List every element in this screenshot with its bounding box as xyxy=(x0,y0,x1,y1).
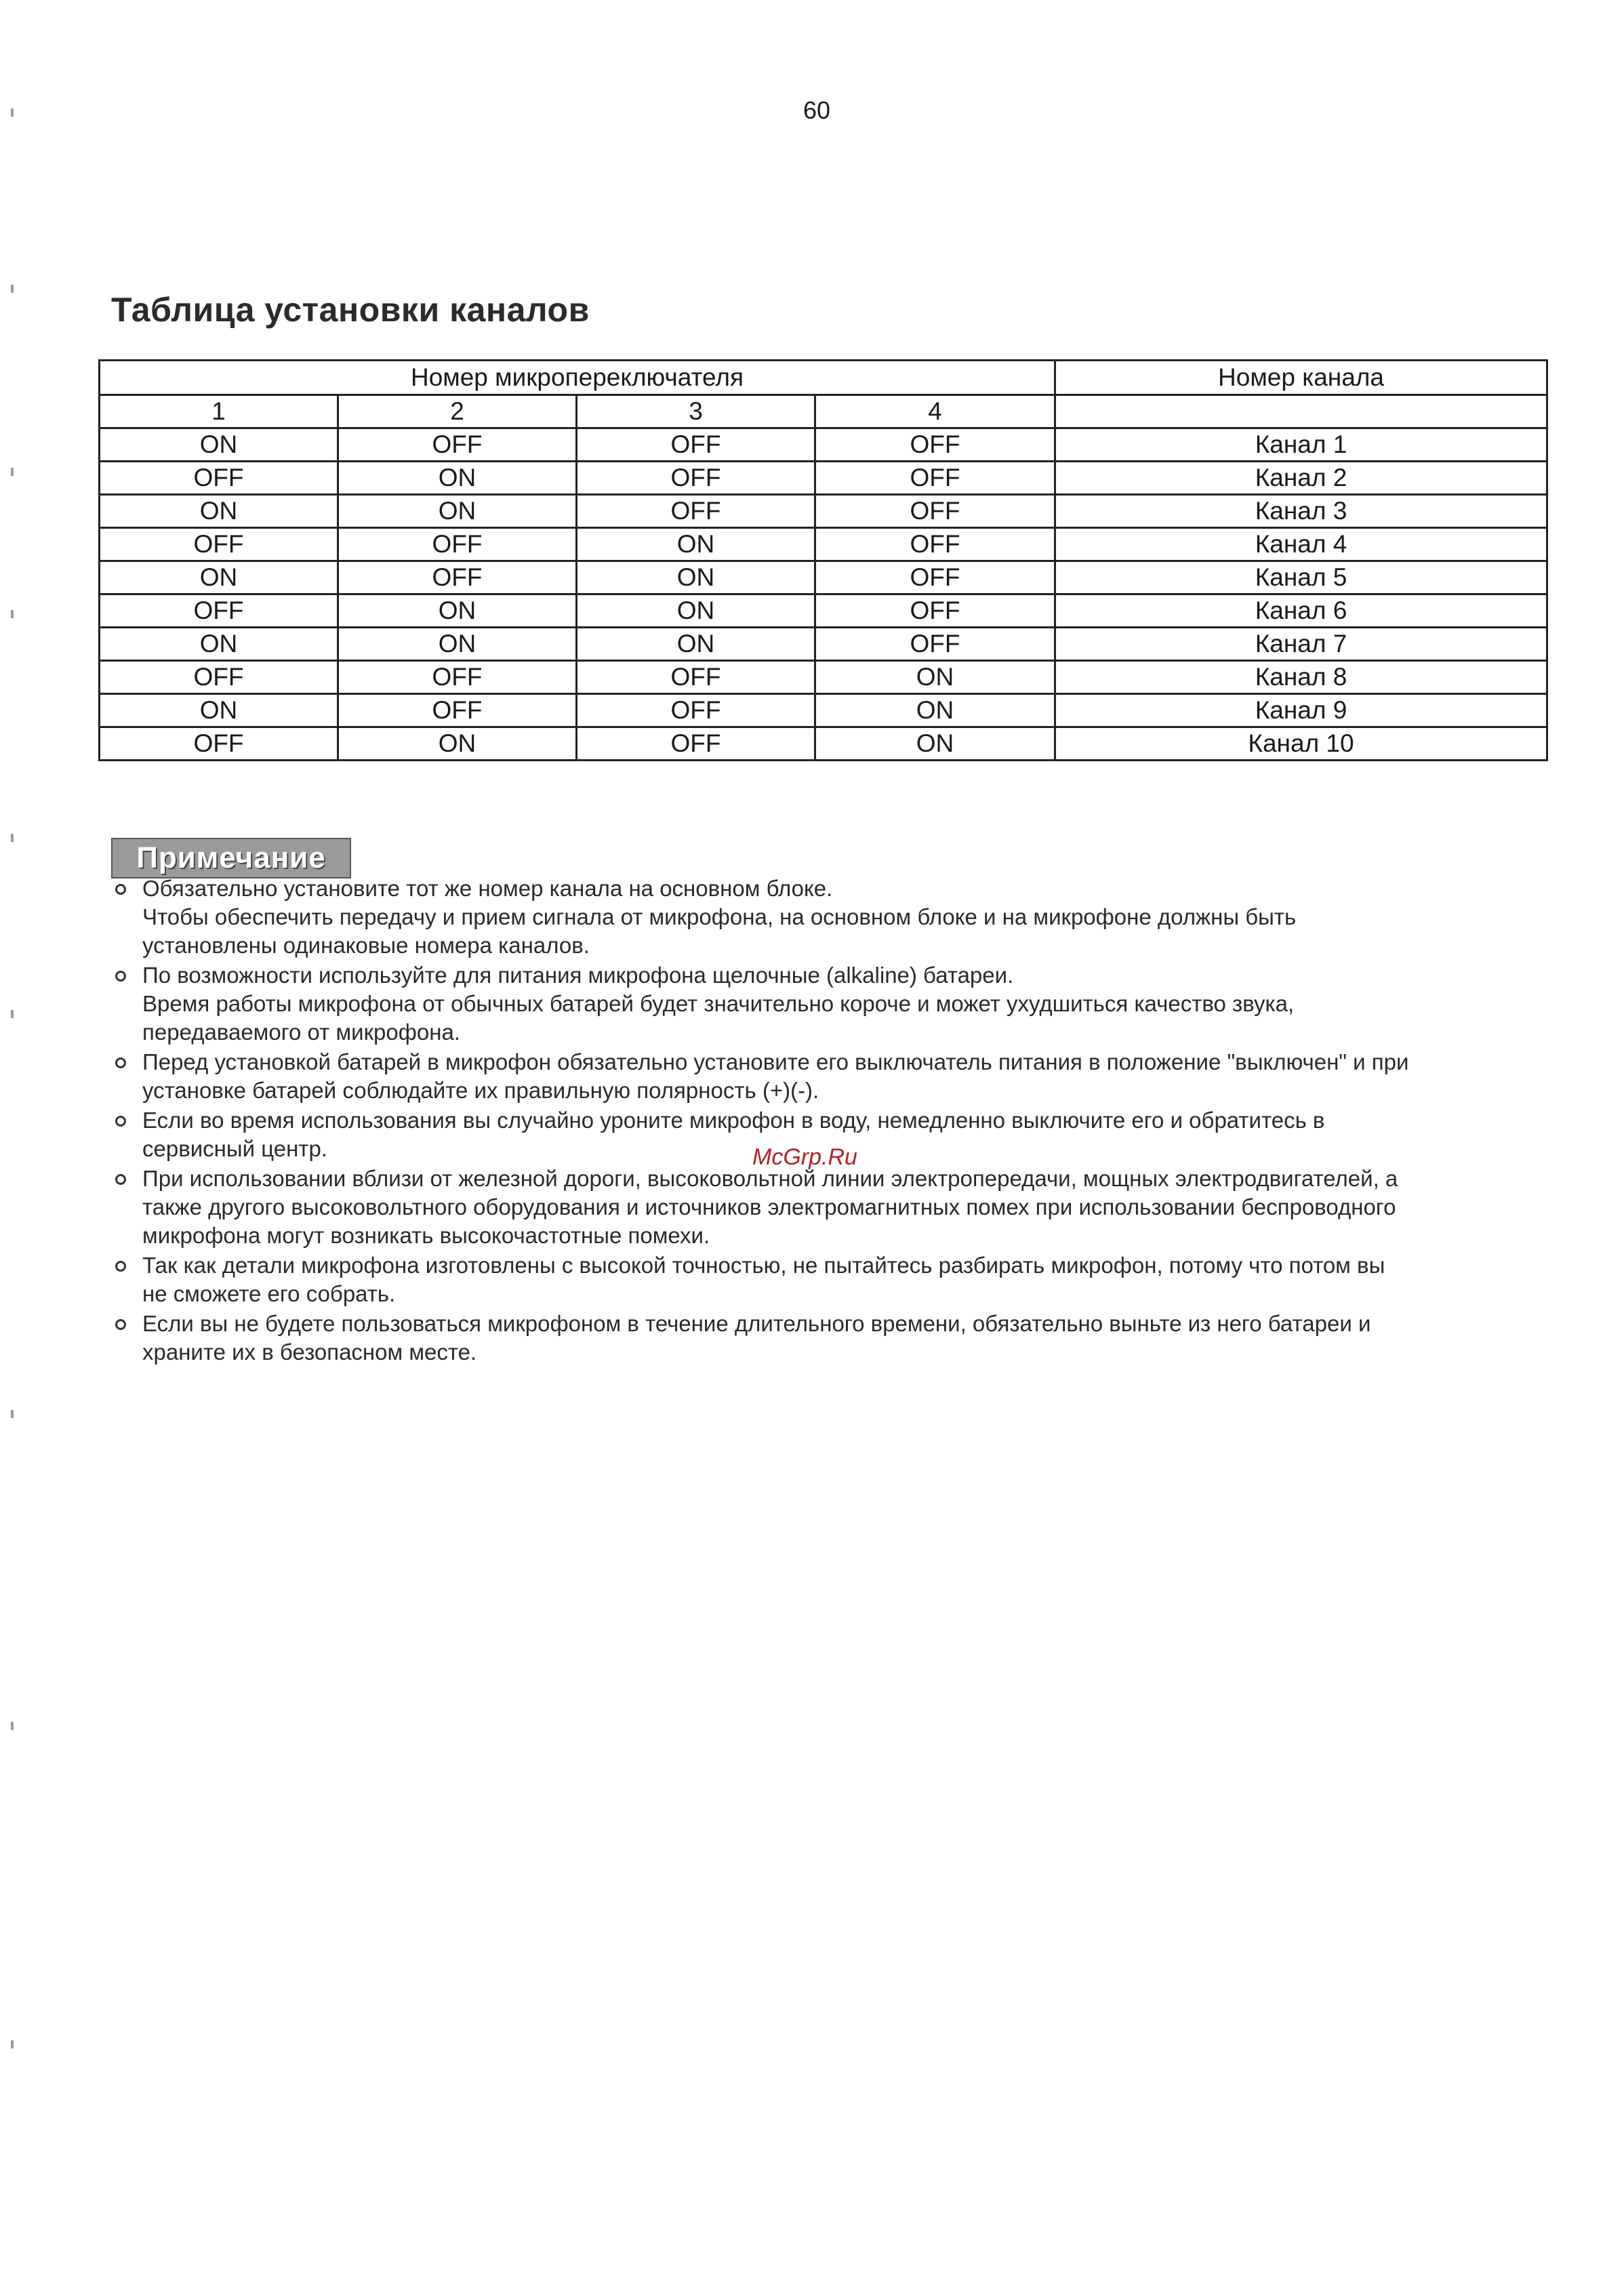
switch-1-state: ON xyxy=(100,694,338,727)
scan-edge-mark xyxy=(11,1010,14,1018)
note-line: Перед установкой батарей в микрофон обязательно установите его выключатель питания в положение "выключен" и при xyxy=(142,1049,1409,1074)
switch-2-state: ON xyxy=(338,495,577,528)
switch-3-state: ON xyxy=(577,628,815,661)
page-number: 60 xyxy=(803,96,831,124)
note-line: сервисный центр. xyxy=(142,1136,327,1161)
channel-settings-table xyxy=(98,359,1548,761)
note-line: установке батарей соблюдайте их правильную полярность (+)(-). xyxy=(142,1078,819,1103)
table-row xyxy=(100,594,1547,628)
note-label: Примечание xyxy=(111,838,351,878)
switch-4-state: OFF xyxy=(815,561,1055,594)
bullet-icon xyxy=(115,1057,126,1068)
switch-1-state: ON xyxy=(100,428,338,462)
bullet-icon xyxy=(115,1261,126,1272)
channel-name: Канал 6 xyxy=(1055,594,1547,628)
switch-1-state: OFF xyxy=(100,462,338,495)
table-row xyxy=(100,694,1547,727)
table-row xyxy=(100,661,1547,694)
table-row xyxy=(100,495,1547,528)
channel-number-header: Номер канала xyxy=(1055,361,1547,395)
switch-4-state: OFF xyxy=(815,628,1055,661)
switch-1-state: ON xyxy=(100,561,338,594)
switch-column-3: 3 xyxy=(577,395,815,428)
table-row xyxy=(100,528,1547,561)
table-row xyxy=(100,428,1547,462)
switch-3-state: OFF xyxy=(577,727,815,761)
scan-edge-mark xyxy=(11,108,14,117)
note-line: Если во время использования вы случайно уроните микрофон в воду, немедленно выключите его и обратитесь в xyxy=(142,1108,1325,1133)
table-row xyxy=(100,628,1547,661)
switch-3-state: OFF xyxy=(577,462,815,495)
switch-number-header: Номер микропереключателя xyxy=(100,361,1055,395)
switch-1-state: OFF xyxy=(100,594,338,628)
switch-3-state: ON xyxy=(577,594,815,628)
note-line: Время работы микрофона от обычных батарей будет значительно короче и может ухудшиться качество звука, xyxy=(142,991,1295,1016)
channel-name: Канал 5 xyxy=(1055,561,1547,594)
switch-4-state: ON xyxy=(815,694,1055,727)
scan-edge-mark xyxy=(11,834,14,842)
bullet-icon xyxy=(115,1319,126,1330)
table-subheader-row xyxy=(100,395,1547,428)
list-item xyxy=(108,1310,1525,1367)
channel-name: Канал 3 xyxy=(1055,495,1547,528)
watermark: McGrp.Ru xyxy=(752,1144,857,1170)
switch-4-state: OFF xyxy=(815,428,1055,462)
switch-2-state: OFF xyxy=(338,428,577,462)
scan-edge-mark xyxy=(11,1410,14,1418)
switch-2-state: ON xyxy=(338,462,577,495)
note-line: Так как детали микрофона изготовлены с высокой точностью, не пытайтесь разбирать микрофон, потому что потом вы xyxy=(142,1253,1385,1278)
channel-name: Канал 2 xyxy=(1055,462,1547,495)
channel-name: Канал 1 xyxy=(1055,428,1547,462)
switch-3-state: OFF xyxy=(577,428,815,462)
channel-name: Канал 9 xyxy=(1055,694,1547,727)
note-line: также другого высоковольтного оборудования и источников электромагнитных помех при использовании беспроводного xyxy=(142,1194,1396,1219)
switch-2-state: OFF xyxy=(338,528,577,561)
note-line: передаваемого от микрофона. xyxy=(142,1019,460,1045)
scan-edge-mark xyxy=(11,1722,14,1730)
switch-2-state: OFF xyxy=(338,661,577,694)
switch-3-state: ON xyxy=(577,528,815,561)
scan-edge-mark xyxy=(11,468,14,476)
switch-1-state: OFF xyxy=(100,661,338,694)
switch-2-state: OFF xyxy=(338,561,577,594)
switch-4-state: ON xyxy=(815,727,1055,761)
switch-2-state: OFF xyxy=(338,694,577,727)
switch-column-4: 4 xyxy=(815,395,1055,428)
bullet-icon xyxy=(115,971,126,982)
list-item xyxy=(108,874,1525,960)
scan-edge-mark xyxy=(11,285,14,293)
switch-1-state: ON xyxy=(100,495,338,528)
note-line: При использовании вблизи от железной дороги, высоковольтной линии электропередачи, мощных электродвигателей, а xyxy=(142,1166,1398,1191)
switch-2-state: ON xyxy=(338,628,577,661)
switch-column-1: 1 xyxy=(100,395,338,428)
switch-4-state: OFF xyxy=(815,594,1055,628)
switch-3-state: ON xyxy=(577,561,815,594)
switch-2-state: ON xyxy=(338,594,577,628)
switch-column-2: 2 xyxy=(338,395,577,428)
note-line: не сможете его собрать. xyxy=(142,1281,396,1306)
channel-column-blank xyxy=(1055,395,1547,428)
note-line: храните их в безопасном месте. xyxy=(142,1339,477,1365)
note-line: По возможности используйте для питания микрофона щелочные (alkaline) батареи. xyxy=(142,963,1014,988)
list-item xyxy=(108,1165,1525,1250)
switch-4-state: OFF xyxy=(815,462,1055,495)
note-line: Обязательно установите тот же номер канала на основном блоке. xyxy=(142,876,833,901)
table-row xyxy=(100,462,1547,495)
channel-name: Канал 10 xyxy=(1055,727,1547,761)
note-line: установлены одинаковые номера каналов. xyxy=(142,933,590,958)
bullet-icon xyxy=(115,1174,126,1185)
table-row xyxy=(100,727,1547,761)
scan-edge-mark xyxy=(11,610,14,618)
list-item xyxy=(108,1048,1525,1105)
switch-3-state: OFF xyxy=(577,694,815,727)
switch-3-state: OFF xyxy=(577,661,815,694)
bullet-icon xyxy=(115,1116,126,1127)
switch-4-state: ON xyxy=(815,661,1055,694)
switch-1-state: ON xyxy=(100,628,338,661)
list-item xyxy=(108,1251,1525,1308)
notes-list xyxy=(108,874,1525,1368)
list-item xyxy=(108,961,1525,1047)
channel-name: Канал 4 xyxy=(1055,528,1547,561)
note-line: Чтобы обеспечить передачу и прием сигнала от микрофона, на основном блоке и на микрофоне должны быть xyxy=(142,904,1297,929)
switch-4-state: OFF xyxy=(815,495,1055,528)
switch-1-state: OFF xyxy=(100,528,338,561)
switch-3-state: OFF xyxy=(577,495,815,528)
page-title: Таблица установки каналов xyxy=(111,291,590,329)
channel-name: Канал 8 xyxy=(1055,661,1547,694)
note-line: микрофона могут возникать высокочастотные помехи. xyxy=(142,1223,710,1248)
switch-1-state: OFF xyxy=(100,727,338,761)
switch-4-state: OFF xyxy=(815,528,1055,561)
table-row xyxy=(100,561,1547,594)
scan-edge-mark xyxy=(11,2040,14,2048)
note-line: Если вы не будете пользоваться микрофоном в течение длительного времени, обязательно выньте из него батареи и xyxy=(142,1311,1371,1336)
switch-2-state: ON xyxy=(338,727,577,761)
channel-name: Канал 7 xyxy=(1055,628,1547,661)
bullet-icon xyxy=(115,884,126,895)
table-header-row xyxy=(100,361,1547,395)
